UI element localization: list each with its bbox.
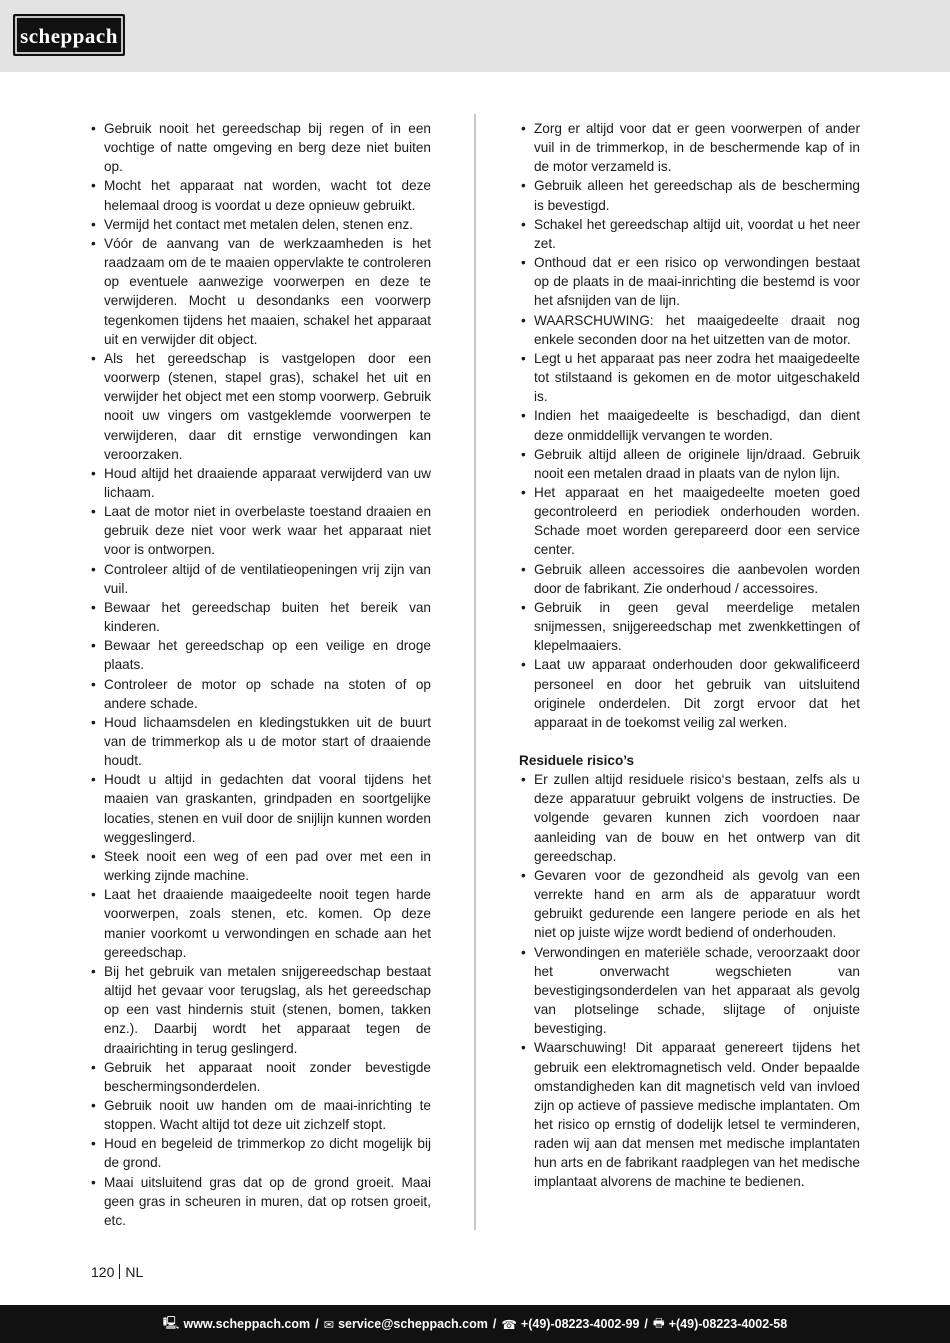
footer-email[interactable] <box>324 1317 488 1332</box>
page-language: NL <box>125 1264 144 1280</box>
page-number: 120 <box>91 1264 115 1280</box>
page-number-separator <box>119 1264 120 1279</box>
list-item: • Controleer de motor op schade na stoten of op andere schade. <box>89 675 431 713</box>
mail-icon: ✉ <box>323 1317 335 1332</box>
residual-risk-item: • Waarschuwing! Dit apparaat genereert tijdens het gebruik een elektromagnetisch veld. Onder bepaalde omstandigheden kan dit magnetisch veld van invloed zijn op actieve of passieve medische implantaten. Om het risico op ernstig of dodelijk letsel te verminderen, raden wij aan dat mensen met medische implantaten hun arts en de fabrikant raadplegen van het medische implantaat alvorens de machine te bedienen. <box>519 1038 860 1191</box>
footer-separator: / <box>492 1317 497 1331</box>
list-item: • Legt u het apparaat pas neer zodra het maaigedeelte tot stilstaand is gekomen en de motor uitgeschakeld is. <box>519 349 860 406</box>
list-item: • Gebruik in geen geval meerdelige metalen snijmessen, snijgereedschap met zwenkkettingen of klepelmaaiers. <box>519 598 860 655</box>
list-item: • Bewaar het gereedschap op een veilige en droge plaats. <box>89 636 431 674</box>
list-item: • Vermijd het contact met metalen delen, stenen enz. <box>89 215 431 234</box>
footer-fax-text: +(49)-08223-4002-58 <box>668 1317 788 1331</box>
footer-contact-bar <box>0 1305 950 1343</box>
list-item: • Gebruik alleen het gereedschap als de bescherming is bevestigd. <box>519 176 860 214</box>
list-item: • Als het gereedschap is vastgelopen door een voorwerp (stenen, stapel gras), schakel het uit en verwijder het object met een stomp voorwerp. Gebruik nooit uw vingers om vastgeklemde voorwerpen te verwijderen, daar dit ernstige verwondingen kan veroorzaken. <box>89 349 431 464</box>
list-item: • Houd lichaamsdelen en kledingstukken uit de buurt van de trimmerkop als u de motor start of draaiende houdt. <box>89 713 431 770</box>
list-item: • Laat het draaiende maaigedeelte nooit tegen harde voorwerpen, zoals stenen, etc. komen. Op deze manier voorkomt u verwondingen en schade aan het gereedschap. <box>89 885 431 962</box>
section-title-residual-risks: Residuele risico’s <box>519 753 635 768</box>
logo-mark <box>13 14 125 56</box>
header-band <box>0 0 950 72</box>
list-item: • Gebruik nooit het gereedschap bij regen of in een vochtige of natte omgeving en berg deze niet buiten op. <box>89 119 431 176</box>
list-item: • Gebruik altijd alleen de originele lijn/draad. Gebruik nooit een metalen draad in plaats van de nylon lijn. <box>519 445 860 483</box>
list-item: • Onthoud dat er een risico op verwondingen bestaat op de plaats in de maai-inrichting die bestemd is voor het afsnijden van de lijn. <box>519 253 860 310</box>
list-item: • Houd altijd het draaiende apparaat verwijderd van uw lichaam. <box>89 464 431 502</box>
page-number-block <box>91 1264 143 1280</box>
footer-phone[interactable] <box>501 1317 639 1332</box>
list-item: • WAARSCHUWING: het maaigedeelte draait nog enkele seconden door na het uitzetten van de motor. <box>519 311 860 349</box>
list-item: • Gebruik alleen accessoires die aanbevolen worden door de fabrikant. Zie onderhoud / accessoires. <box>519 560 860 598</box>
list-item: • Schakel het gereedschap altijd uit, voordat u het neer zet. <box>519 215 860 253</box>
footer-website[interactable] <box>163 1314 310 1335</box>
list-item: • Indien het maaigedeelte is beschadigd, dan dient deze onmiddellijk vervangen te worden. <box>519 406 860 444</box>
list-item: • Laat de motor niet in overbelaste toestand draaien en gebruik deze niet voor werk waar het apparaat niet voor is ontworpen. <box>89 502 431 559</box>
list-item: • Laat uw apparaat onderhouden door gekwalificeerd personeel en door het gebruik van uitsluitend originele onderdelen. Dit zorgt ervoor dat het apparaat in de toekomst veilig zal werken. <box>519 655 860 732</box>
footer-email-text: service@scheppach.com <box>338 1317 488 1331</box>
footer-separator: / <box>644 1317 648 1331</box>
footer-website-text: www.scheppach.com <box>183 1317 311 1331</box>
list-item: • Zorg er altijd voor dat er geen voorwerpen of ander vuil in de trimmerkop, in de beschermende kap of in de motor verzameld is. <box>519 119 860 176</box>
column-divider <box>474 114 476 1230</box>
logo-text: scheppach <box>20 24 118 48</box>
list-item: • Gebruik het apparaat nooit zonder bevestigde beschermingsonderdelen. <box>89 1058 431 1096</box>
footer-phone-text: +(49)-08223-4002-99 <box>520 1317 640 1331</box>
left-bullet-list <box>89 119 431 1230</box>
residual-risk-item: • Verwondingen en materiële schade, veroorzaakt door het onverwacht wegschieten van bevestigingsonderdelen van het apparaat als gevolg van plotselinge schade, slijtage of onjuiste bevestiging. <box>519 943 860 1039</box>
footer-fax <box>653 1314 787 1335</box>
list-item: • Bewaar het gereedschap buiten het bereik van kinderen. <box>89 598 431 636</box>
list-item: • Vóór de aanvang van de werkzaamheden is het raadzaam om de te maaien oppervlakte te controleren op eventuele aanwezige voorwerpen en deze te verwijderen. Mocht u desondanks een voorwerp tegenkomen tijdens het maaien, schakel het apparaat uit en verwijder dit object. <box>89 234 431 349</box>
scheppach-logo <box>13 14 125 56</box>
computer-icon: 🖳 <box>162 1315 180 1330</box>
list-item: • Controleer altijd of de ventilatieopeningen vrij zijn van vuil. <box>89 560 431 598</box>
phone-icon: ☎ <box>501 1317 517 1332</box>
right-bullet-list <box>519 119 860 732</box>
list-item: • Houd en begeleid de trimmerkop zo dicht mogelijk bij de grond. <box>89 1134 431 1172</box>
list-item: • Gebruik nooit uw handen om de maai-inrichting te stoppen. Wacht altijd tot deze uit zichzelf stopt. <box>89 1096 431 1134</box>
fax-icon: 🖶 <box>652 1315 665 1330</box>
footer-separator: / <box>315 1317 319 1331</box>
list-item: • Steek nooit een weg of een pad over met een in werking zijnde machine. <box>89 847 431 885</box>
list-item: • Mocht het apparaat nat worden, wacht tot deze helemaal droog is voordat u deze opnieuw gebruikt. <box>89 176 431 214</box>
left-column <box>89 119 431 1230</box>
list-item: • Het apparaat en het maaigedeelte moeten goed gecontroleerd en periodiek onderhouden worden. Schade moet worden gerepareerd door een service center. <box>519 483 860 560</box>
list-item: • Houdt u altijd in gedachten dat vooral tijdens het maaien van graskanten, grindpaden en soortgelijke locaties, stenen en vuil door de snijlijn kunnen worden weggeslingerd. <box>89 770 431 847</box>
right-column <box>519 119 860 1192</box>
list-item: • Bij het gebruik van metalen snijgereedschap bestaat altijd het gevaar voor terugslag, als het gereedschap op een vast hindernis stuit (stenen, bomen, takken enz.). Daarbij wordt het apparaat tegen de draairichting in terug geslingerd. <box>89 962 431 1058</box>
residual-risk-item: • Er zullen altijd residuele risico‘s bestaan, zelfs als u deze apparatuur gebruikt volgens de instructies. De volgende gevaren kunnen zich voordoen naar aanleiding van de bouw en het ontwerp van dit gereedschap. <box>519 770 860 866</box>
residual-risks-list <box>519 770 860 1191</box>
list-item: • Maai uitsluitend gras dat op de grond groeit. Maai geen gras in scheuren in muren, dat op rotsen groeit, etc. <box>89 1173 431 1230</box>
residual-risk-item: • Gevaren voor de gezondheid als gevolg van een verrekte hand en arm als de apparatuur wordt gebruikt gedurende een langere periode en als het niet op juiste wijze wordt bediend of onderhouden. <box>519 866 860 943</box>
